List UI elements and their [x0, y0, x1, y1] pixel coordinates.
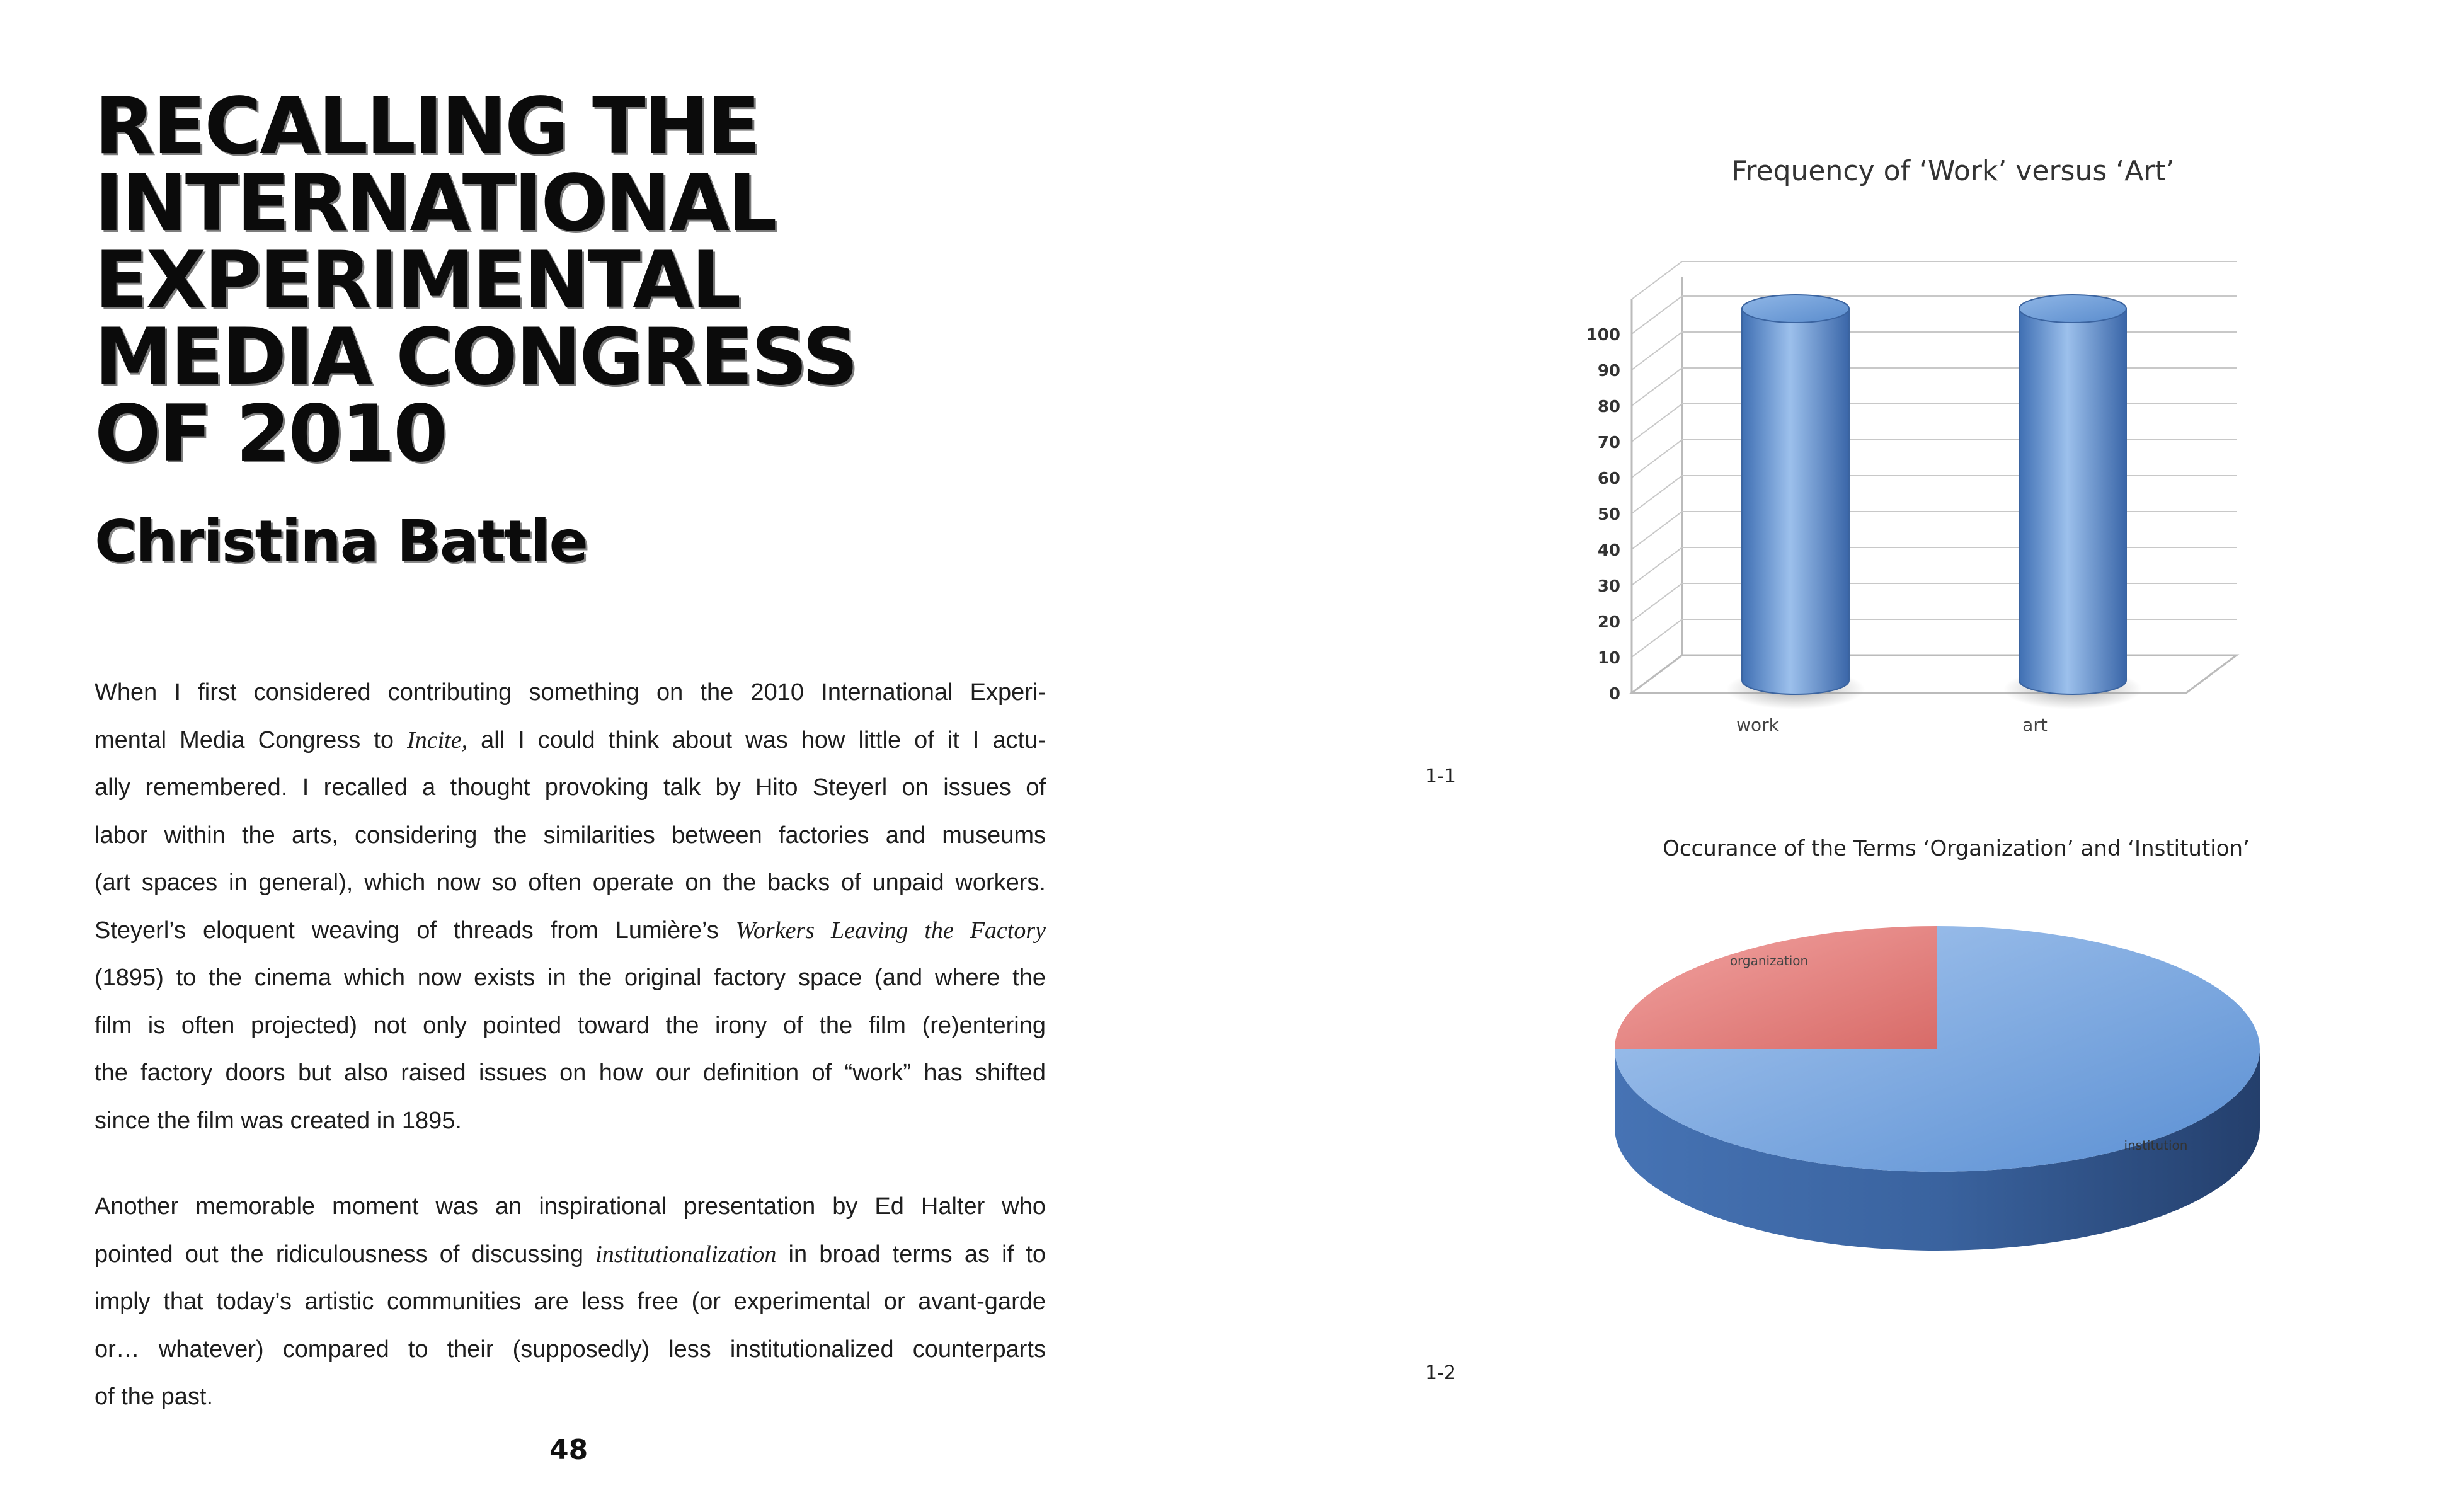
italic-title: institutionalization	[595, 1240, 777, 1268]
text-line: (1895) to the cinema which now exists in the original factory space (and where the	[94, 965, 1046, 991]
text-line: the factory doors but also raised issues on how our definition of “work” has shifted	[94, 1060, 1046, 1086]
chart-floor	[1632, 655, 2236, 693]
grid-diagonal	[1632, 261, 1682, 299]
text-line: mental Media Congress to Incite, all I could think about was how little of it I actu-	[94, 726, 1046, 753]
title-line: MEDIA CONGRESS	[94, 312, 857, 403]
grid-diagonal	[1632, 476, 1682, 513]
text-line: or… whatever) compared to their (supposedly) less institutionalized counterparts	[94, 1336, 1046, 1363]
x-tick-label: art	[2022, 714, 2048, 735]
grid-diagonal	[1632, 547, 1682, 585]
text-line: film is often projected) not only pointed toward the irony of the film (re)entering	[94, 1012, 1046, 1039]
text-line: imply that today’s artistic communities are less free (or experimental or avant-garde	[94, 1288, 1046, 1315]
y-tick-label: 20	[1597, 613, 1620, 632]
chart-title: Occurance of the Terms ‘Organization’ and ‘Institution’	[1663, 836, 2250, 861]
pie-chart	[1615, 836, 2260, 1251]
y-tick-label: 50	[1597, 505, 1620, 524]
grid-diagonal	[1632, 583, 1682, 621]
bar-chart	[1586, 155, 2236, 735]
text-line: Steyerl’s eloquent weaving of threads from Lumière’s Workers Leaving the Factory	[94, 917, 1046, 944]
text-line: pointed out the ridiculousness of discussing institutionalization in broad terms as if to	[94, 1240, 1046, 1268]
bar-work	[1742, 309, 1849, 694]
author-name: Christina Battle	[94, 508, 587, 575]
text-line: since the film was created in 1895.	[94, 1107, 462, 1134]
pie-label: organization	[1729, 953, 1809, 968]
grid-diagonal	[1632, 368, 1682, 406]
y-tick-label: 40	[1597, 541, 1620, 560]
y-tick-label: 100	[1586, 326, 1620, 345]
y-tick-label: 0	[1608, 685, 1620, 704]
y-tick-label: 30	[1597, 577, 1620, 596]
bar-top	[1742, 295, 1849, 323]
text-line: (art spaces in general), which now so often operate on the backs of unpaid workers.	[94, 869, 1046, 896]
grid-diagonal	[1632, 619, 1682, 657]
grid-diagonal	[1632, 440, 1682, 478]
title-line: INTERNATIONAL	[94, 158, 776, 249]
bar-top	[2019, 295, 2126, 323]
pie-slice-organization	[1615, 926, 1937, 1049]
page-number: 48	[549, 1434, 588, 1466]
grid-diagonal	[1632, 404, 1682, 442]
y-tick-label: 70	[1597, 433, 1620, 452]
text-line: labor within the arts, considering the similarities between factories and museums	[94, 822, 1046, 849]
y-tick-label: 60	[1597, 469, 1620, 488]
grid-diagonal	[1632, 332, 1682, 370]
x-tick-label: work	[1736, 714, 1779, 735]
italic-title: Workers Leaving the Factory	[735, 917, 1046, 944]
pie-label: institution	[2124, 1138, 2188, 1153]
grid-diagonal	[1632, 512, 1682, 549]
figure-1-label: 1-1	[1425, 765, 1456, 788]
y-tick-label: 80	[1597, 398, 1620, 416]
italic-title: Incite,	[407, 726, 468, 753]
title-line: EXPERIMENTAL	[94, 235, 740, 326]
chart-title: Frequency of ‘Work’ versus ‘Art’	[1731, 155, 2175, 187]
bar-art	[2019, 309, 2126, 694]
text-line: When I first considered contributing something on the 2010 International Experi-	[94, 679, 1046, 706]
y-tick-label: 90	[1597, 362, 1620, 381]
figure-2-label: 1-2	[1425, 1362, 1456, 1384]
grid-diagonal	[1632, 296, 1682, 334]
text-line: of the past.	[94, 1383, 214, 1410]
title-line: RECALLING THE	[94, 81, 759, 172]
text-line: ally remembered. I recalled a thought provoking talk by Hito Steyerl on issues of	[94, 774, 1046, 801]
y-tick-label: 10	[1597, 649, 1620, 668]
title-line: OF 2010	[94, 389, 446, 479]
text-line: Another memorable moment was an inspirational presentation by Ed Halter who	[94, 1193, 1046, 1220]
